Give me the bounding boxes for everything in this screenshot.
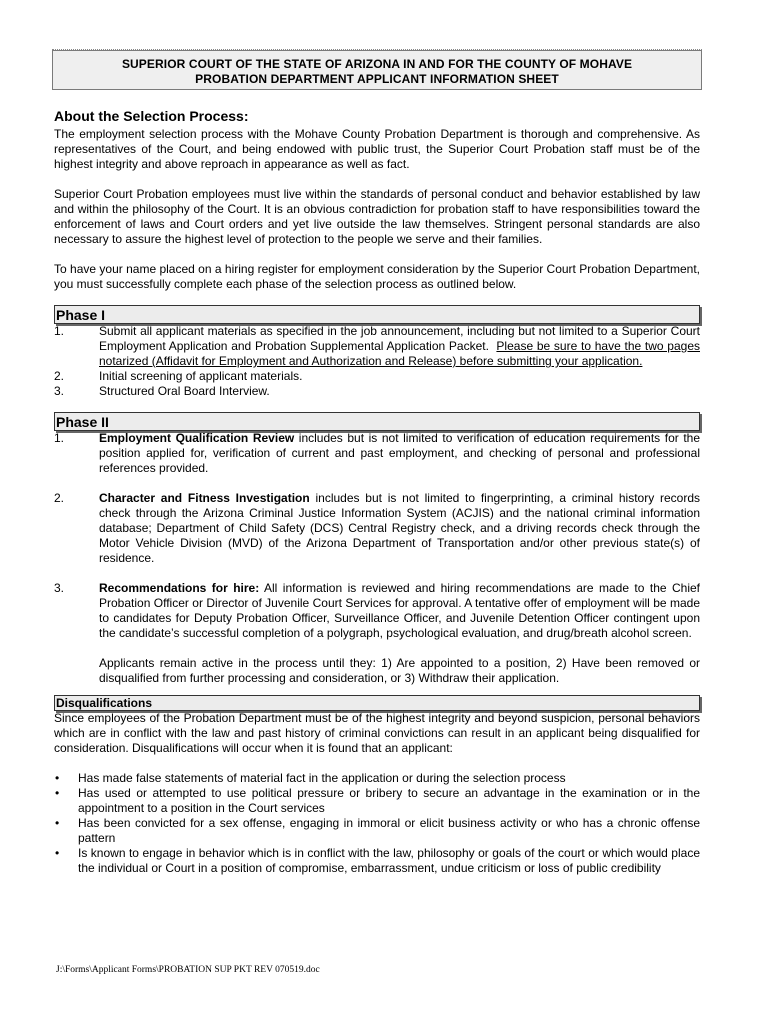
about-paragraph-3: To have your name placed on a hiring register for employment consideration by the Superior Court Probation Department, you must successfully complete each phase of the selection process as outlined below. xyxy=(54,262,700,291)
disqualifications-intro: Since employees of the Probation Department must be of the highest integrity and beyond suspicion, personal behaviors which are in conflict with the law and past history of criminal convictions can result in an applicant being disqualified for consideration. Disqualifications will occur when it is found that an applicant: xyxy=(54,711,700,755)
bullet-icon: • xyxy=(55,816,60,830)
about-paragraph-1: The employment selection process with the Mohave County Probation Department is thorough and comprehensive. As representatives of the Court, and being endowed with public trust, the Superior Court Probation staff must be of the highest integrity and above reproach in appearance as well as fact. xyxy=(54,127,700,171)
about-paragraph-2: Superior Court Probation employees must live within the standards of personal conduct and behavior established by law and within the philosophy of the Court. It is an obvious contradiction for probation staff to have responsibilities toward the enforcement of laws and Court orders and yet live outside the law themselves. Stringent personal standards are also necessary to assure the highest level of protection to the people we serve and their families. xyxy=(54,187,700,246)
disqualifications-list xyxy=(54,771,700,876)
phase-2-item-3-note: Applicants remain active in the process until they: 1) Are appointed to a position, 2) Have been removed or disqualified from further processing and consideration, or 3) Withdraw their application. xyxy=(99,656,700,685)
list-item: • Has made false statements of material fact in the application or during the selection process xyxy=(55,771,566,785)
list-item: • Is known to engage in behavior which is in conflict with the law, philosophy or goals of the court or which would place the individual or Court in a position of compromise, embarrassment, undue criticism or loss of public credibility xyxy=(55,846,700,875)
phase-1-item-2: 2. Initial screening of applicant materials. xyxy=(54,369,303,383)
phase-2-heading: Phase II xyxy=(54,412,700,431)
document-title-box xyxy=(52,50,702,90)
bullet-icon: • xyxy=(55,786,60,800)
about-heading: About the Selection Process: xyxy=(54,108,249,124)
document-page xyxy=(54,50,700,876)
disqualifications-heading: Disqualifications xyxy=(54,695,700,711)
phase-1-item-3: 3. Structured Oral Board Interview. xyxy=(54,384,270,398)
list-item: • Has used or attempted to use political pressure or bribery to secure an advantage in the examination or in the appointment to a position in the Court services xyxy=(55,786,700,815)
footer-file-path: J:\Forms\Applicant Forms\PROBATION SUP PKT REV 070519.doc xyxy=(56,965,320,975)
phase-1-heading: Phase I xyxy=(54,305,700,324)
title-line-2: PROBATION DEPARTMENT APPLICANT INFORMATION SHEET xyxy=(195,72,559,86)
phase-1-item-1: 1. Submit all applicant materials as specified in the job announcement, including but not limited to a Superior Court Employment Application and Probation Supplemental Application Packet. Please be sure to have the two pages notarized (Affidavit for Employment and Authorization and Release) before submitting your application. xyxy=(54,324,700,368)
title-line-1: SUPERIOR COURT OF THE STATE OF ARIZONA IN AND FOR THE COUNTY OF MOHAVE xyxy=(121,57,633,71)
phase-2-item-1: 1. Employment Qualification Review includes but is not limited to verification of education requirements for the position applied for, verification of current and past employment, and checking of personal and professional references provided. xyxy=(54,431,700,475)
phase-2-item-2: 2. Character and Fitness Investigation includes but is not limited to fingerprinting, a criminal history records check through the Arizona Criminal Justice Information System (ACJIS) and the national criminal information database; Department of Child Safety (DCS) Central Registry check, and a driving records check through the Motor Vehicle Division (MVD) of the Arizona Department of Transportation and/or other previous state(s) of residence. xyxy=(54,491,700,565)
bullet-icon: • xyxy=(55,771,60,785)
list-item: • Has been convicted for a sex offense, engaging in immoral or elicit business activity or who has a chronic offense pattern xyxy=(55,816,700,845)
bullet-icon: • xyxy=(55,846,60,860)
phase-2-item-3: 3. Recommendations for hire: All information is reviewed and hiring recommendations are made to the Chief Probation Officer or Director of Juvenile Court Services for approval. A tentative offer of employment will be made to candidates for Deputy Probation Officer, Surveillance Officer, and Juvenile Detention Officer contingent upon the candidate’s successful completion of a polygraph, psychological evaluation, and drug/breath alcohol screen. xyxy=(54,581,700,640)
